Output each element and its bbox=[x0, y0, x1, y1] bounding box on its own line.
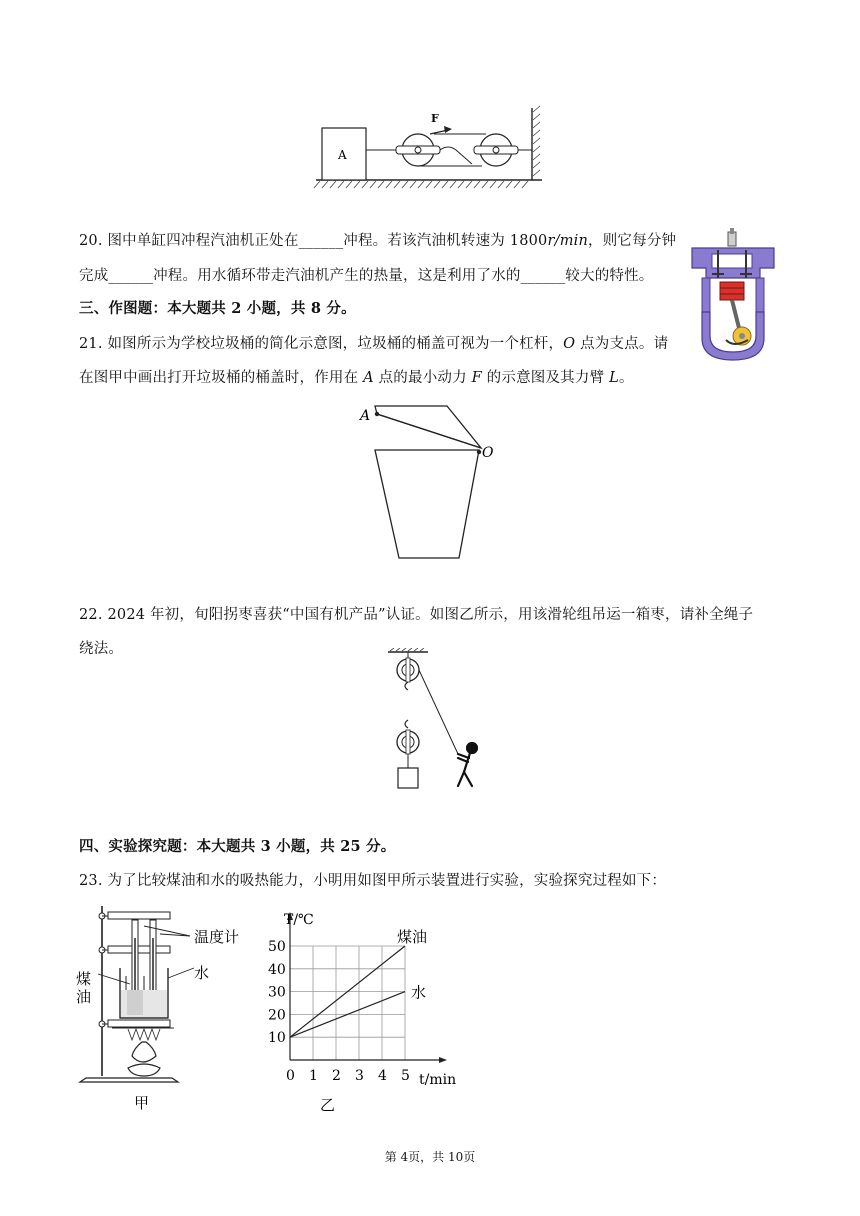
section-3-title: 三、作图题：本大题共 2 小题，共 8 分。 bbox=[79, 300, 356, 317]
kerosene-label-1: 煤 bbox=[76, 970, 92, 988]
q23-line1: 23. 为了比较煤油和水的吸热能力，小明用如图甲所示装置进行实验，实验探究过程如下： bbox=[79, 873, 667, 889]
series-label: 煤油 bbox=[397, 928, 428, 946]
date-box bbox=[398, 768, 418, 788]
kerosene-label-2: 油 bbox=[76, 988, 92, 1006]
q20-text: 20. 图中单缸四冲程汽油机正处在______冲程。若该汽油机转速为 1800 bbox=[79, 233, 548, 249]
q21-line1 bbox=[79, 332, 668, 353]
q21-var-f: F bbox=[471, 370, 482, 386]
q21-text-c: 的示意图及其力臂 bbox=[481, 370, 610, 386]
x-axis-arrow-icon bbox=[439, 1057, 447, 1063]
q21-text-a: 在图甲中画出打开垃圾桶的桶盖时，作用在 bbox=[79, 370, 364, 386]
x-tick-label: 1 bbox=[309, 1068, 318, 1084]
block-a-label: A bbox=[338, 148, 347, 162]
x-tick-label: 0 bbox=[286, 1068, 295, 1084]
x-tick-label: 3 bbox=[355, 1068, 364, 1084]
q21-var-o: O bbox=[563, 336, 576, 352]
q21-text-d: 。 bbox=[618, 370, 634, 386]
y-tick-label: 50 bbox=[268, 939, 286, 955]
x-tick-label: 5 bbox=[401, 1068, 410, 1084]
q20-text-end: ，则它每分钟 bbox=[588, 233, 677, 249]
q21-line2 bbox=[79, 366, 634, 387]
series-label: 水 bbox=[411, 983, 427, 1002]
y-tick-label: 20 bbox=[268, 1007, 286, 1024]
q22-line1: 22. 2024 年初，旬阳拐枣喜获“中国有机产品”认证。如图乙所示，用该滑轮组吊运一箱枣，请补全绳子 bbox=[79, 607, 754, 623]
label-o: O bbox=[482, 445, 494, 461]
y-tick-label: 40 bbox=[268, 961, 286, 978]
thermometer-label: 温度计 bbox=[194, 928, 240, 946]
q20-line1 bbox=[79, 229, 676, 250]
x-tick-label: 4 bbox=[378, 1068, 387, 1084]
q22-line2: 绕法。 bbox=[79, 641, 124, 657]
q21-var-a: A bbox=[363, 370, 374, 386]
caption-jia: 甲 bbox=[134, 1094, 150, 1112]
fixed-pulley bbox=[474, 134, 518, 166]
water-label: 水 bbox=[194, 964, 210, 982]
movable-pulley bbox=[396, 134, 440, 166]
chart-grid bbox=[290, 946, 405, 1060]
q21-text-end: 点为支点。请 bbox=[575, 336, 669, 352]
q21-var-l: L bbox=[609, 370, 619, 386]
chart-x-axis-label: t/min bbox=[419, 1072, 457, 1088]
y-tick-label: 30 bbox=[268, 984, 286, 1001]
chart-y-axis-label: T/℃ bbox=[284, 912, 314, 928]
trash-can-figure bbox=[355, 402, 505, 564]
trash-body bbox=[375, 450, 479, 558]
chart-series bbox=[290, 928, 427, 1037]
x-tick-label: 2 bbox=[332, 1068, 341, 1084]
page-footer: 第 4页，共 10页 bbox=[384, 1150, 476, 1164]
engine-cylinder-figure bbox=[688, 228, 778, 364]
y-tick-label: 10 bbox=[268, 1030, 286, 1047]
heating-apparatus-figure bbox=[72, 898, 262, 1114]
pulley-block-figure bbox=[310, 104, 550, 192]
q20-line2: 完成______冲程。用水循环带走汽油机产生的热量，这是利用了水的______较大的特性。 bbox=[79, 268, 654, 284]
q20-unit: r/min bbox=[547, 233, 589, 249]
chart-ticks bbox=[268, 939, 410, 1084]
force-arrow-icon bbox=[444, 126, 452, 133]
q21-text: 21. 如图所示为学校垃圾桶的简化示意图，垃圾桶的桶盖可视为一个杠杆， bbox=[79, 336, 564, 352]
pulley-system-figure bbox=[384, 648, 494, 794]
q21-text-b: 点的最小动力 bbox=[373, 370, 472, 386]
temperature-time-chart bbox=[262, 906, 472, 1116]
point-a-dot bbox=[375, 412, 379, 416]
section-4-title: 四、实验探究题：本大题共 3 小题，共 25 分。 bbox=[79, 838, 396, 855]
force-label: F bbox=[431, 112, 439, 125]
person-pulling-icon bbox=[458, 743, 477, 786]
chart-caption: 乙 bbox=[320, 1096, 336, 1114]
label-a: A bbox=[360, 408, 371, 424]
trash-lid bbox=[375, 406, 481, 448]
